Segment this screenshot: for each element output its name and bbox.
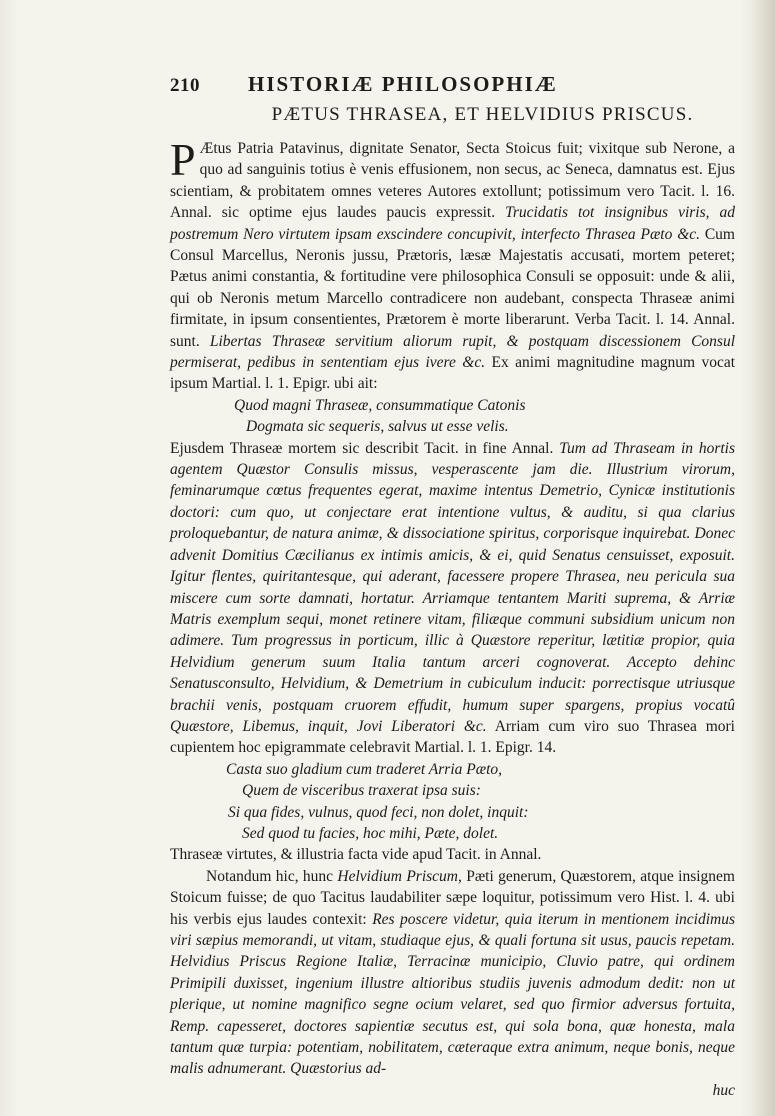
verse-1 — [170, 395, 735, 438]
p1-quote-1: Trucidatis tot insignibus viris, ad postremum Nero virtutem ipsam exscindere concupivit, interfecto Thrasea Pæto &c. — [170, 204, 736, 243]
p4-name: Helvidium Priscum, — [337, 867, 462, 885]
paragraph-1 — [170, 134, 736, 395]
verse-1-line: Quod magni Thraseæ, consummatique Catonis — [234, 396, 526, 414]
paragraph-4 — [170, 866, 735, 1080]
verse-2-line: Casta suo gladium cum traderet Arria Pæto, — [226, 760, 502, 778]
body-text — [170, 134, 736, 1101]
p2-text-2: Arriam cum viro suo Thrasea mori cupientem hoc epigrammate celebravit Martial. l. 1. Epigr. 14. — [170, 717, 735, 757]
running-title: HISTORIÆ PHILOSOPHIÆ — [248, 72, 558, 96]
p4-text-1: Notandum hic, hunc — [206, 867, 334, 885]
p1-text-2: Cum Consul Marcellus, Neronis jussu, Prætoris, læsæ Majestatis accusati, mortem peteret; Pætus animi constantia, & fortitudine vere philosophica Consuli se opposuit: unde & alii, qui ob Neronis metum Marcello contradicere non audebant, conspecta Thraseæ animi firmitate, in ipsum consentientes, Prætorem è morte liberarunt. Verba Tacit. l. 14. Annal. sunt. — [170, 225, 735, 350]
section-title: PÆTUS THRASEA, ET HELVIDIUS PRISCUS. — [271, 104, 694, 125]
p4-quote-1: Res poscere videtur, quia iterum in mentionem incidimus viri sæpius memorandi, ut vitam, studiaque ejus, & quali fortuna sit usus, paucis repetam. Helvidius Priscus Regione Italiæ, Terracinæ municipio, Cluvio patre, qui ordinem Primipili duxisset, ingenium illustre altioribus studiis juvenis admodum dedit: non ut plerique, ut nomine magnifico segne ocium velaret, sed quo firmior adversus fortuita, Remp. capesseret, doctores sapientiæ secutus est, qui sola bona, quæ honesta, mala tantum quæ turpia: potentiam, nobilitatem, cæteraque extra animum, neque bonis, neque malis adnumerant. Quæstorius ad- — [170, 910, 735, 1078]
drop-cap: P — [170, 134, 196, 185]
p1-text-1: Ætus Patria Patavinus, dignitate Senator, Secta Stoicus fuit; vixitque sub Nerone, a quo ad sanguinis totius è venis effusionem, non secus, ac Seneca, damnatus est. Ejus scientiam, & probitatem omnes veteres Autores extollunt; potissimum vero Tacit. l. 16. Annal. sic optime ejus laudes paucis expressit. — [170, 140, 735, 222]
verse-2-line: Sed quod tu facies, hoc mihi, Pæte, dolet. — [242, 824, 499, 842]
verse-1-line: Dogmata sic sequeris, salvus ut esse velis. — [246, 418, 509, 436]
catchword: huc — [712, 1081, 735, 1099]
page-number: 210 — [170, 75, 200, 96]
text-block — [170, 72, 735, 1101]
paragraph-3: Thraseæ virtutes, & illustria facta vide apud Tacit. in Annal. — [170, 846, 542, 864]
paragraph-2 — [170, 438, 735, 759]
p2-quote-1: Tum ad Thraseam in hortis agentem Quæstor Consulis missus, vesperascente jam die. Illustrium virorum, feminarumque cœtus frequentes egerat, maxime intentus Demetrio, Cynicæ institutionis doctori: cum quo, ut conjectare erat intentione vultus, & auditu, si qua clarius proloquebantur, de natura animæ, & dissociatione spiritus, corporisque inquirebat. Donec advenit Domitius Cæcilianus ex intimis amicis, & ei, quid Senatus censuisset, exposuit. Igitur flentes, quiritantesque, qui aderant, facessere propere Thrasea, neu pericula sua miscere cum sorte damnati, hortatur. Arriamque tentantem Mariti suprema, & Arriæ Matris exemplum sequi, monet retinere vitam, filiæque communi subsidium unicum non adimere. Tum progressus in porticum, illic à Quæstore reperitur, lætitiæ propior, quia Helvidium generum suum Italia tantum arceri cognoverat. Accepto dehinc Senatusconsulto, Helvidium, & Demetrium in cubiculum inducit: porrectisque utriusque brachii venis, postquam cruorem effudit, humum super spargens, propius vocatû Quæstore, Libemus, inquit, Jovi Liberatori &c. — [170, 439, 736, 735]
verse-2 — [170, 759, 735, 845]
p2-text-1: Ejusdem Thraseæ mortem sic describit Tacit. in fine Annal. — [170, 439, 554, 457]
verse-2-line: Quem de visceribus traxerat ipsa suis: — [242, 782, 481, 800]
p1-quote-2: Libertas Thraseæ servitium aliorum rupit, & postquam discessionem Consul permiserat, pedibus in sententiam ejus ivere &c. — [170, 332, 735, 372]
verse-2-line: Si qua fides, vulnus, quod feci, non dolet, inquit: — [228, 803, 529, 821]
p4-text-2: Pæti generum, Quæstorem, atque insignem Stoicum fuisse; de quo Tacitus laudabiliter sæpe loquitur, potissimum vero Hist. l. 4. ubi his verbis ejus laudes contexit: — [170, 867, 735, 928]
page-edge-shadow — [749, 0, 775, 1116]
running-head — [170, 72, 735, 102]
p1-text-3: Ex animi magnitudine magnum vocat ipsum Martial. l. 1. Epigr. ubi ait: — [170, 354, 736, 393]
